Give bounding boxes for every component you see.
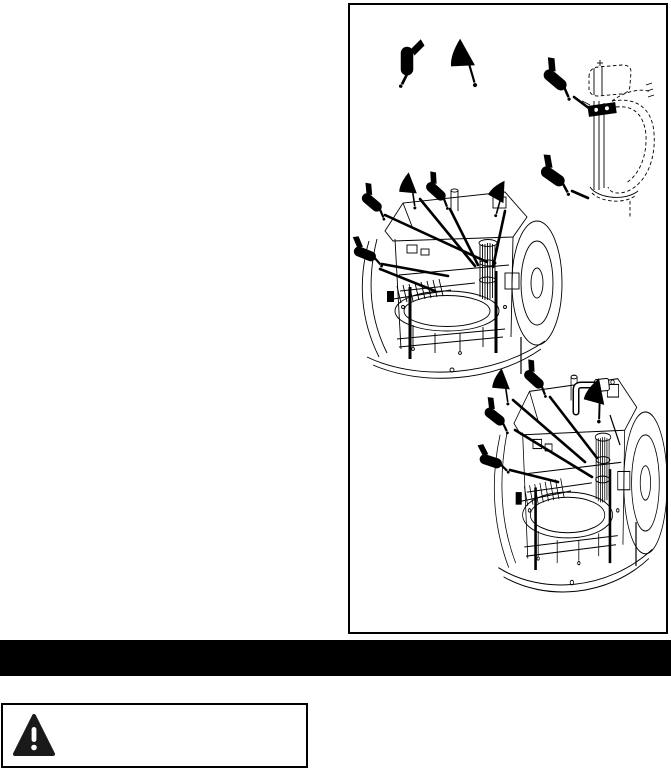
warning-box (1, 703, 308, 768)
illustration-panel (348, 3, 668, 634)
oil-can-pointer-icon (485, 181, 515, 218)
drive-system-figure-lower (472, 357, 666, 592)
chute-grease-point-icon-lower (532, 152, 588, 198)
chute-grease-point-icon-upper (535, 55, 590, 109)
grease-gun-pointer-icon (350, 234, 390, 267)
grease-gun-pointer-icon (354, 180, 397, 221)
legend-oil-can-icon (442, 39, 493, 88)
legend-grease-gun-icon (399, 39, 425, 88)
chute-assembly-figure (532, 55, 654, 218)
warning-triangle-icon (12, 712, 56, 760)
section-header-bar (0, 640, 671, 676)
lubrication-figures (350, 5, 666, 632)
grease-gun-pointer-icon (517, 357, 560, 398)
drive-system-figure-upper (350, 169, 562, 378)
